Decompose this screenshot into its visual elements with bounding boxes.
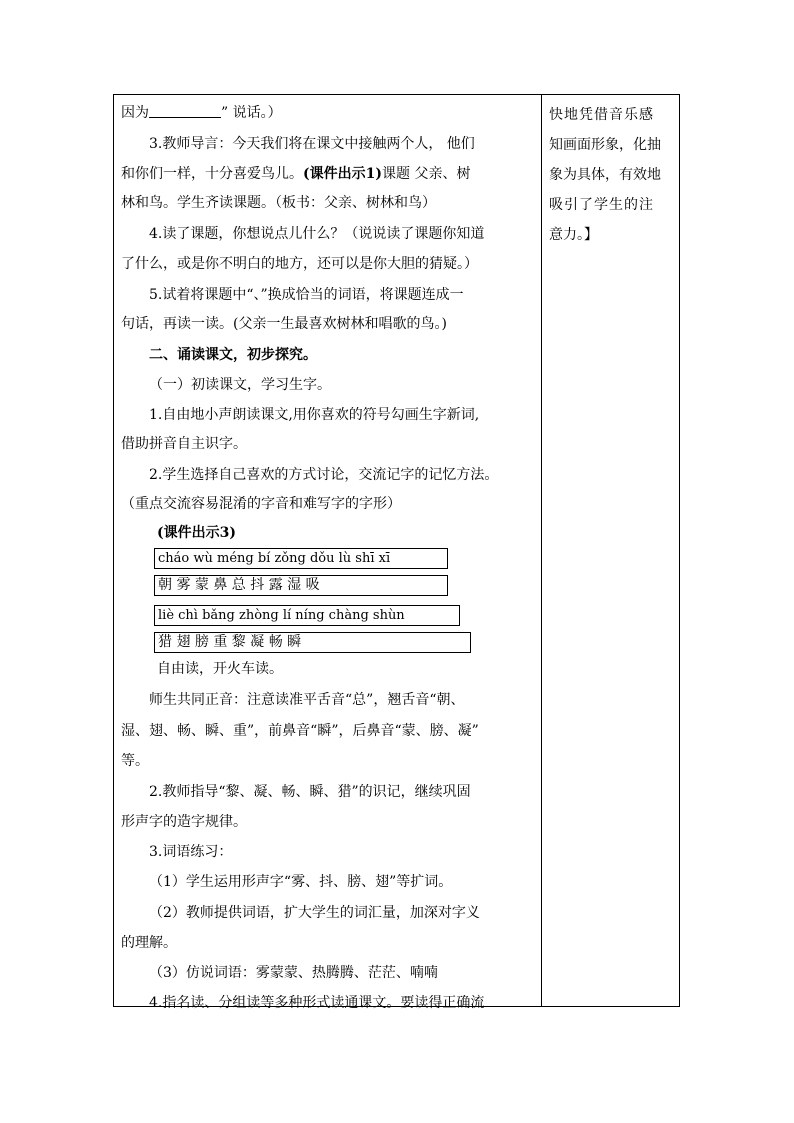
text-line: 4.读了课题，你想说点儿什么？（说说读了课题你知道: [149, 226, 485, 242]
characters-box-1: 朝 雾 蒙 鼻 总 抖 露 湿 吸: [154, 575, 448, 596]
text-line: 5.试着将课题中“、”换成恰当的词语，将课题连成一: [149, 287, 464, 303]
text-line: 了什么，或是你不明白的地方，还可以是你大胆的猜疑。）: [121, 256, 478, 272]
text-line: 湿、翅、畅、瞬、重”，前鼻音“瞬”，后鼻音“蒙、膀、凝”: [121, 723, 479, 739]
fill-blank: [149, 105, 221, 118]
pinyin-box-1: cháo wù méng bí zǒng dǒu lù shī xī: [154, 548, 448, 569]
section-heading: 二、诵读课文，初步探究。: [149, 347, 317, 363]
text-line: 4.指名读、分组读等多种形式读通课文。要读得正确流: [149, 995, 485, 1011]
text-line: 因为 ” 说话。）: [121, 105, 282, 121]
text-line: （1）学生运用形声字“雾、抖、膀、翅”等扩词。: [149, 874, 453, 890]
text-line: 快地凭借音乐感: [549, 107, 654, 123]
text-line: （重点交流容易混淆的字音和难写字的字形）: [121, 496, 401, 512]
characters-box-2: 猎 翅 膀 重 黎 凝 畅 瞬: [154, 632, 471, 653]
text-line: 的理解。: [121, 935, 177, 951]
text-line: 形声字的造字规律。: [121, 814, 247, 830]
text-line: 句话，再读一读。(父亲一生最喜欢树林和唱歌的鸟。): [121, 316, 447, 332]
column-divider: [541, 95, 542, 1006]
text-line: 自由读，开火车读。: [157, 661, 283, 677]
text-line: 借助拼音自主识字。: [121, 436, 247, 452]
pinyin-box-2: liè chì bǎng zhòng lí níng chàng shùn: [154, 605, 460, 626]
text-line: 象为具体，有效地: [549, 167, 661, 183]
text-line: 和你们一样，十分喜爱鸟儿。(课件出示1)课题 父亲、树: [121, 166, 471, 182]
text-line: （2）教师提供词语，扩大学生的词汇量，加深对字义: [149, 905, 480, 921]
text-line: 2.学生选择自己喜欢的方式讨论，交流记字的记忆方法。: [149, 467, 499, 483]
subsection-heading: （一）初读课文，学习生字。: [149, 377, 331, 393]
text-line: 知画面形象，化抽: [549, 137, 661, 153]
courseware-label: (课件出示3): [157, 525, 236, 541]
text-line: 吸引了学生的注: [549, 197, 654, 213]
text-line: 师生共同正音：注意读准平舌音“总”，翘舌音“朝、: [149, 692, 465, 708]
text-line: 意力。】: [549, 227, 598, 243]
text-line: 1.自由地小声朗读课文,用你喜欢的符号勾画生字新词,: [149, 407, 480, 423]
text-line: 3.教师导言：今天我们将在课文中接触两个人， 他们: [149, 136, 475, 152]
text-line: 3.词语练习：: [149, 844, 233, 860]
text-line: 2.教师指导“黎、凝、畅、瞬、猎”的识记，继续巩固: [149, 784, 471, 800]
lesson-plan-table: [113, 94, 680, 1011]
text-line: 等。: [121, 753, 149, 769]
text-line: 林和鸟。学生齐读课题。（板书：父亲、树林和鸟）: [121, 195, 436, 211]
text-line: （3）仿说词语：雾蒙蒙、热腾腾、茫茫、喃喃: [149, 965, 438, 981]
